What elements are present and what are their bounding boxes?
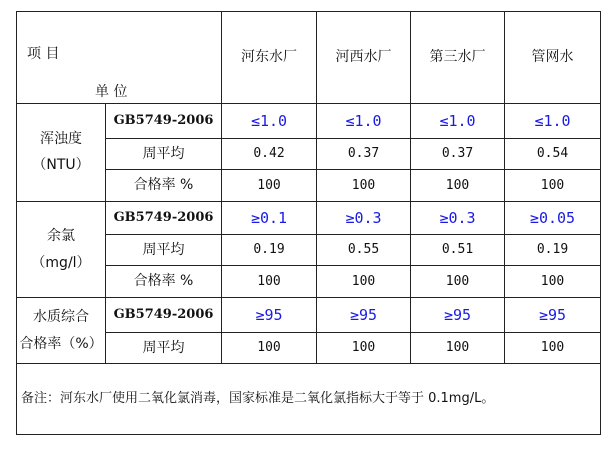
weekly-value: 0.19 [222, 234, 317, 266]
unit-label: 单 位 [95, 84, 128, 100]
weekly-value: 0.55 [317, 234, 411, 266]
weekly-value: 0.42 [222, 138, 317, 170]
water-quality-table-wrapper [16, 11, 600, 435]
parameter-name: 余氯 [47, 227, 75, 244]
note-row [17, 364, 601, 435]
standard-value: ≤1.0 [222, 103, 317, 138]
pass-rate-value: 100 [317, 170, 411, 202]
weekly-value: 100 [411, 332, 505, 364]
weekly-value: 100 [222, 332, 317, 364]
standard-value: ≥0.1 [222, 202, 317, 235]
header-row [17, 12, 601, 104]
parameter-overall-pass-rate [17, 298, 106, 364]
weekly-value: 100 [317, 332, 411, 364]
weekly-average-label: 周平均 [106, 234, 222, 266]
table-row [17, 298, 601, 333]
standard-label: GB5749-2006 [106, 103, 222, 138]
item-label: 项 目 [27, 46, 60, 62]
pass-rate-value: 100 [222, 266, 317, 298]
weekly-value: 0.51 [411, 234, 505, 266]
standard-value: ≥95 [411, 298, 505, 333]
pass-rate-value: 100 [411, 266, 505, 298]
standard-value: ≥95 [222, 298, 317, 333]
standard-value: ≥0.05 [505, 202, 601, 235]
water-quality-table [16, 11, 601, 435]
standard-value: ≤1.0 [411, 103, 505, 138]
pass-rate-value: 100 [505, 170, 601, 202]
weekly-value: 0.54 [505, 138, 601, 170]
pass-rate-label: 合格率 % [106, 266, 222, 298]
standard-value: ≥95 [317, 298, 411, 333]
standard-value: ≥0.3 [411, 202, 505, 235]
table-row [17, 103, 601, 138]
parameter-residual-chlorine [17, 202, 106, 298]
table-row [17, 202, 601, 235]
standard-value: ≤1.0 [317, 103, 411, 138]
parameter-name: 水质综合 [33, 309, 89, 326]
column-header-hedong: 河东水厂 [222, 12, 317, 104]
weekly-value: 100 [505, 332, 601, 364]
standard-value: ≤1.0 [505, 103, 601, 138]
pass-rate-value: 100 [505, 266, 601, 298]
standard-label: GB5749-2006 [106, 202, 222, 235]
note-text: 备注：河东水厂使用二氧化氯消毒，国家标准是二氧化氯指标大于等于 0.1mg/L。 [17, 364, 601, 435]
header-corner-cell [17, 12, 222, 104]
standard-label: GB5749-2006 [106, 298, 222, 333]
parameter-unit: （mg/l） [31, 254, 91, 271]
column-header-hexi: 河西水厂 [317, 12, 411, 104]
pass-rate-value: 100 [411, 170, 505, 202]
pass-rate-label: 合格率 % [106, 170, 222, 202]
pass-rate-value: 100 [222, 170, 317, 202]
weekly-average-label: 周平均 [106, 138, 222, 170]
column-header-pipe-network: 管网水 [505, 12, 601, 104]
parameter-turbidity [17, 103, 106, 201]
weekly-value: 0.37 [411, 138, 505, 170]
parameter-unit: 合格率（%） [19, 335, 103, 352]
weekly-average-label: 周平均 [106, 332, 222, 364]
standard-value: ≥0.3 [317, 202, 411, 235]
parameter-name: 浑浊度 [40, 130, 82, 147]
column-header-third: 第三水厂 [411, 12, 505, 104]
pass-rate-value: 100 [317, 266, 411, 298]
weekly-value: 0.37 [317, 138, 411, 170]
standard-value: ≥95 [505, 298, 601, 333]
weekly-value: 0.19 [505, 234, 601, 266]
parameter-unit: （NTU） [32, 157, 90, 174]
